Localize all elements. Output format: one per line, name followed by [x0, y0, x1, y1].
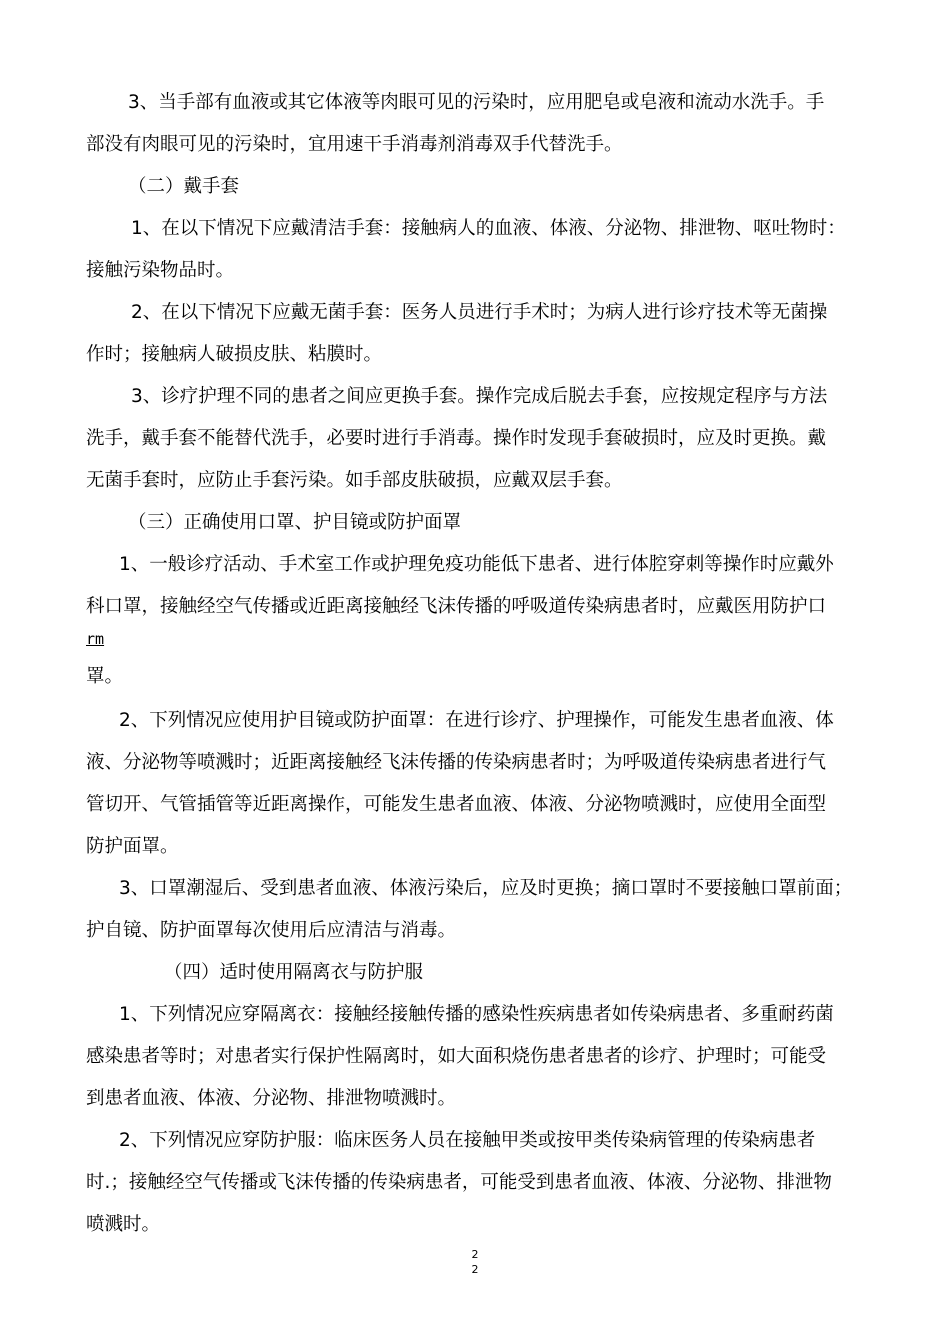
paragraph-face-shield-line-3: 管切开、气管插管等近距离操作，可能发生患者血液、体液、分泌物喷溅时，应使用全面型: [86, 794, 827, 815]
margin-annotation: rm: [86, 630, 105, 648]
page-number-top: 2: [471, 1248, 479, 1261]
paragraph-protective-suit-line-3: 喷溅时。: [86, 1214, 161, 1235]
paragraph-protective-suit-line-2: 时.；接触经空气传播或飞沫传播的传染病患者，可能受到患者血液、体液、分泌物、排泄物: [86, 1172, 832, 1193]
paragraph-face-shield-line-1: 2、下列情况应使用护目镜或防护面罩：在进行诊疗、护理操作，可能发生患者血液、体: [119, 710, 834, 731]
paragraph-sterile-gloves-line-1: 2、在以下情况下应戴无菌手套：医务人员进行手术时；为病人进行诊疗技术等无菌操: [131, 302, 828, 323]
paragraph-face-shield-line-2: 液、分泌物等喷溅时；近距离接触经飞沫传播的传染病患者时；为呼吸道传染病患者进行气: [86, 752, 827, 773]
paragraph-mask-replace-line-1: 3、口罩潮湿后、受到患者血液、体液污染后，应及时更换；摘口罩时不要接触口罩前面；: [119, 878, 853, 899]
paragraph-hand-wash-line-2: 部没有肉眼可见的污染时，宜用速干手消毒剂消毒双手代替洗手。: [86, 134, 623, 155]
paragraph-surgical-mask-line-3: 罩。: [86, 666, 124, 687]
paragraph-isolation-gown-line-1: 1、下列情况应穿隔离衣：接触经接触传播的感染性疾病患者如传染病患者、多重耐药菌: [119, 1004, 834, 1025]
paragraph-isolation-gown-line-2: 感染患者等时；对患者实行保护性隔离时，如大面积烧伤患者患者的诊疗、护理时；可能受: [86, 1046, 827, 1067]
paragraph-protective-suit-line-1: 2、下列情况应穿防护服：临床医务人员在接触甲类或按甲类传染病管理的传染病患者: [119, 1130, 816, 1151]
page-number-bottom: 2: [471, 1263, 479, 1276]
paragraph-change-gloves-line-3: 无菌手套时，应防止手套污染。如手部皮肤破损，应戴双层手套。: [86, 470, 623, 491]
paragraph-isolation-gown-line-3: 到患者血液、体液、分泌物、排泄物喷溅时。: [86, 1088, 457, 1109]
paragraph-change-gloves-line-2: 洗手，戴手套不能替代洗手，必要时进行手消毒。操作时发现手套破损时，应及时更换。戴: [86, 428, 827, 449]
paragraph-hand-wash-line-1: 3、当手部有血液或其它体液等肉眼可见的污染时，应用肥皂或皂液和流动水洗手。手: [128, 92, 825, 113]
paragraph-surgical-mask-line-2: 科口罩，接触经空气传播或近距离接触经飞沫传播的呼吸道传染病患者时，应戴医用防护口: [86, 596, 827, 617]
section-heading-gowns: （四）适时使用隔离衣与防护服: [164, 962, 424, 983]
section-heading-gloves: （二）戴手套: [128, 176, 240, 197]
paragraph-mask-replace-line-2: 护自镜、防护面罩每次使用后应清洁与消毒。: [86, 920, 457, 941]
paragraph-clean-gloves-line-1: 1、在以下情况下应戴清洁手套：接触病人的血液、体液、分泌物、排泄物、呕吐物时：: [131, 218, 846, 239]
paragraph-surgical-mask-line-1: 1、一般诊疗活动、手术室工作或护理免疫功能低下患者、进行体腔穿刺等操作时应戴外: [119, 554, 834, 575]
paragraph-change-gloves-line-1: 3、诊疗护理不同的患者之间应更换手套。操作完成后脱去手套，应按规定程序与方法: [131, 386, 828, 407]
paragraph-face-shield-line-4: 防护面罩。: [86, 836, 179, 857]
paragraph-clean-gloves-line-2: 接触污染物品时。: [86, 260, 235, 281]
section-heading-masks: （三）正确使用口罩、护目镜或防护面罩: [128, 512, 462, 533]
paragraph-sterile-gloves-line-2: 作时；接触病人破损皮肤、粘膜时。: [86, 344, 383, 365]
